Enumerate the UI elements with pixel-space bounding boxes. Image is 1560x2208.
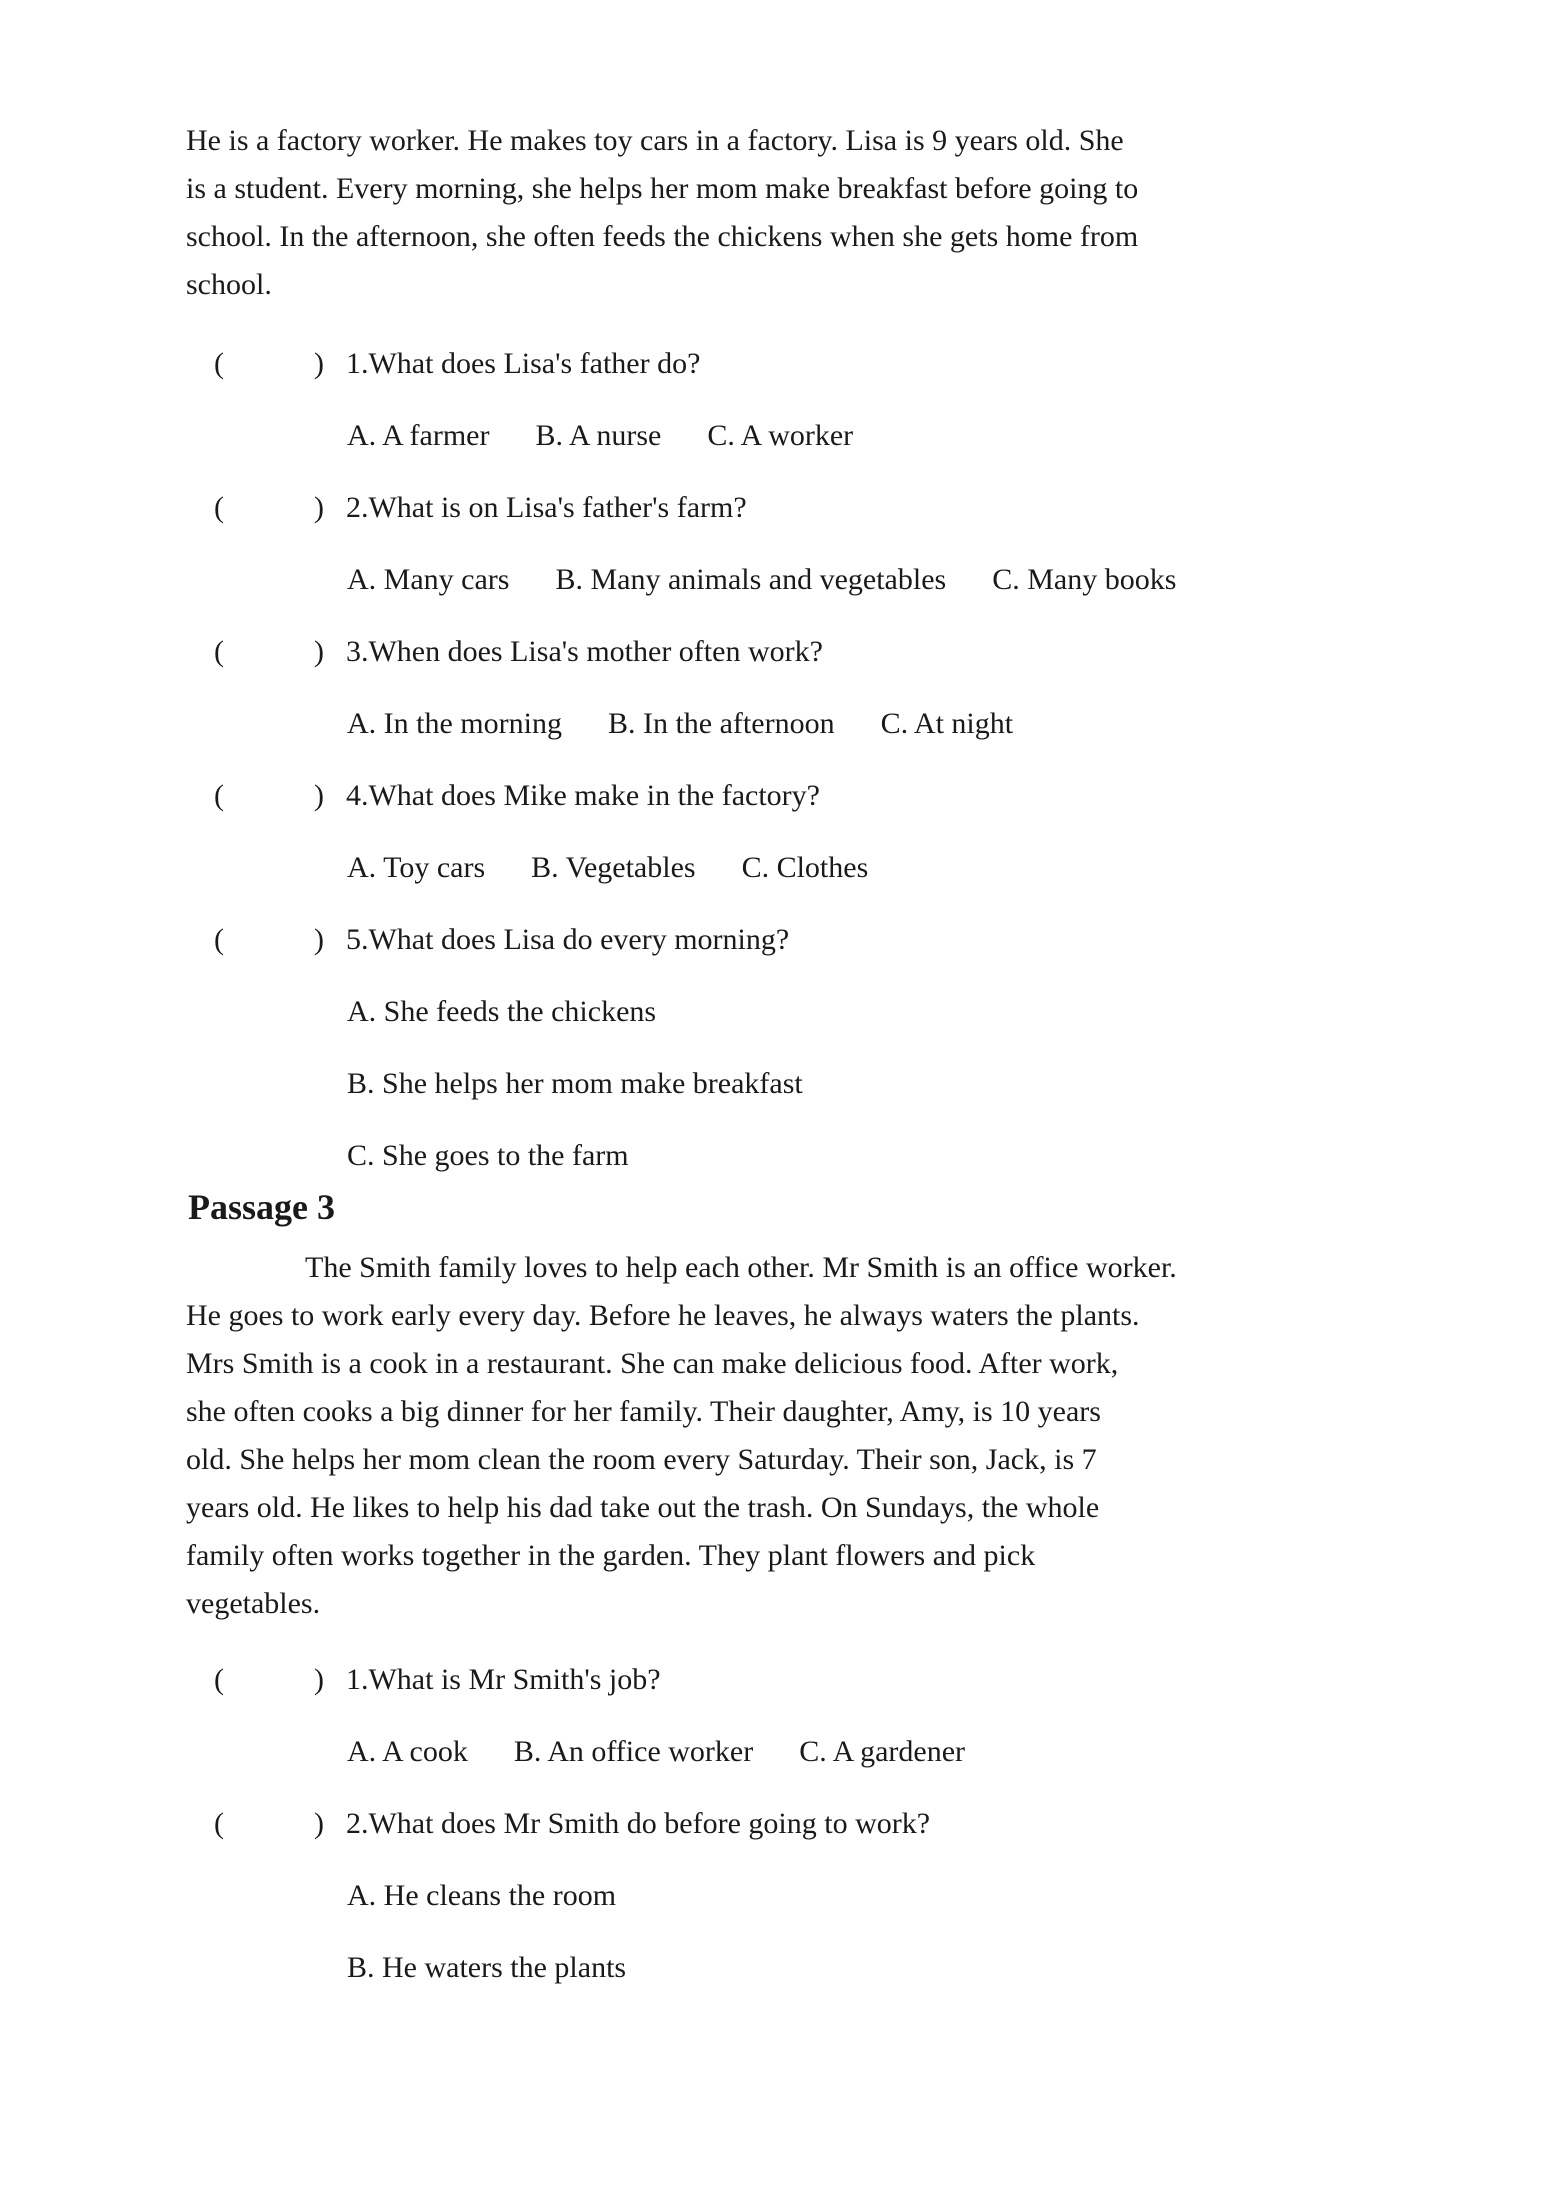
passage3-paragraph-line: she often cooks a big dinner for her family. Their daughter, Amy, is 10 years bbox=[186, 1395, 1101, 1428]
question-text: 3.When does Lisa's mother often work? bbox=[345, 635, 823, 668]
passage3-paragraph-line: old. She helps her mom clean the room every Saturday. Their son, Jack, is 7 bbox=[186, 1443, 1097, 1476]
question-line-4 bbox=[214, 772, 1355, 820]
answer-bracket: ( ) bbox=[214, 635, 324, 668]
answer-bracket: ( ) bbox=[214, 491, 324, 524]
question-text: 1.What does Lisa's father do? bbox=[345, 347, 701, 380]
passage2-paragraph-line: school. bbox=[186, 268, 272, 301]
option-b: B. An office worker bbox=[513, 1735, 754, 1768]
question-text: 2.What does Mr Smith do before going to work? bbox=[345, 1807, 931, 1840]
option-b: B. A nurse bbox=[535, 419, 662, 452]
question-text: 1.What is Mr Smith's job? bbox=[345, 1663, 661, 1696]
question-line-2 bbox=[214, 484, 1355, 532]
option-c: C. Many books bbox=[992, 563, 1177, 596]
option-b-line: B. She helps her mom make breakfast bbox=[347, 1067, 803, 1100]
question-line-5 bbox=[214, 916, 1355, 964]
options-line-2 bbox=[347, 556, 1355, 604]
passage2-paragraph-line: school. In the afternoon, she often feeds the chickens when she gets home from bbox=[186, 220, 1139, 253]
passage2-paragraph bbox=[186, 117, 1355, 309]
passage3-options-line-1 bbox=[347, 1728, 1355, 1776]
options-line-3 bbox=[347, 700, 1355, 748]
question-line-3 bbox=[214, 628, 1355, 676]
option-b: B. In the afternoon bbox=[607, 707, 835, 740]
option-c: C. A gardener bbox=[799, 1735, 966, 1768]
option-c: C. At night bbox=[880, 707, 1014, 740]
option-a: A. A cook bbox=[347, 1735, 468, 1768]
option-a-line: A. She feeds the chickens bbox=[347, 995, 657, 1028]
passage3-paragraph-line: Mrs Smith is a cook in a restaurant. She can make delicious food. After work, bbox=[186, 1347, 1119, 1380]
option-b: B. Many animals and vegetables bbox=[555, 563, 947, 596]
option-a: A. Many cars bbox=[347, 563, 510, 596]
passage2-paragraph-line: is a student. Every morning, she helps her mom make breakfast before going to bbox=[186, 172, 1139, 205]
question-line-1 bbox=[214, 340, 1355, 388]
passage3-question-line-2 bbox=[214, 1800, 1355, 1848]
answer-bracket: ( ) bbox=[214, 923, 324, 956]
options-line-1 bbox=[347, 412, 1355, 460]
option-b-line: B. He waters the plants bbox=[347, 1951, 627, 1984]
passage3-paragraph-line: He goes to work early every day. Before he leaves, he always waters the plants. bbox=[186, 1299, 1140, 1332]
option-a-line: A. He cleans the room bbox=[347, 1879, 617, 1912]
question-text: 4.What does Mike make in the factory? bbox=[345, 779, 820, 812]
answer-bracket: ( ) bbox=[214, 347, 324, 380]
passage3-heading: Passage 3 bbox=[188, 1187, 335, 1227]
option-c-line: C. She goes to the farm bbox=[347, 1139, 629, 1172]
option-c: C. A worker bbox=[707, 419, 854, 452]
option-a: A. Toy cars bbox=[347, 851, 486, 884]
options-line-4 bbox=[347, 844, 1355, 892]
option-b: B. Vegetables bbox=[531, 851, 696, 884]
question-text: 2.What is on Lisa's father's farm? bbox=[345, 491, 747, 524]
answer-bracket: ( ) bbox=[214, 1663, 324, 1696]
question-text: 5.What does Lisa do every morning? bbox=[345, 923, 790, 956]
answer-bracket: ( ) bbox=[214, 1807, 324, 1840]
passage3-paragraph-line: years old. He likes to help his dad take out the trash. On Sundays, the whole bbox=[186, 1491, 1100, 1524]
passage3-paragraph-line: vegetables. bbox=[186, 1587, 321, 1620]
option-a: A. A farmer bbox=[347, 419, 490, 452]
passage3-paragraph-line: The Smith family loves to help each other. Mr Smith is an office worker. bbox=[305, 1251, 1177, 1284]
passage3-question-line-1 bbox=[214, 1656, 1355, 1704]
passage2-paragraph-line: He is a factory worker. He makes toy cars in a factory. Lisa is 9 years old. She bbox=[186, 124, 1124, 157]
answer-bracket: ( ) bbox=[214, 779, 324, 812]
option-c: C. Clothes bbox=[741, 851, 869, 884]
passage3-paragraph-line: family often works together in the garden. They plant flowers and pick bbox=[186, 1539, 1036, 1572]
option-a: A. In the morning bbox=[347, 707, 562, 740]
passage3-paragraph bbox=[186, 1244, 1355, 1628]
